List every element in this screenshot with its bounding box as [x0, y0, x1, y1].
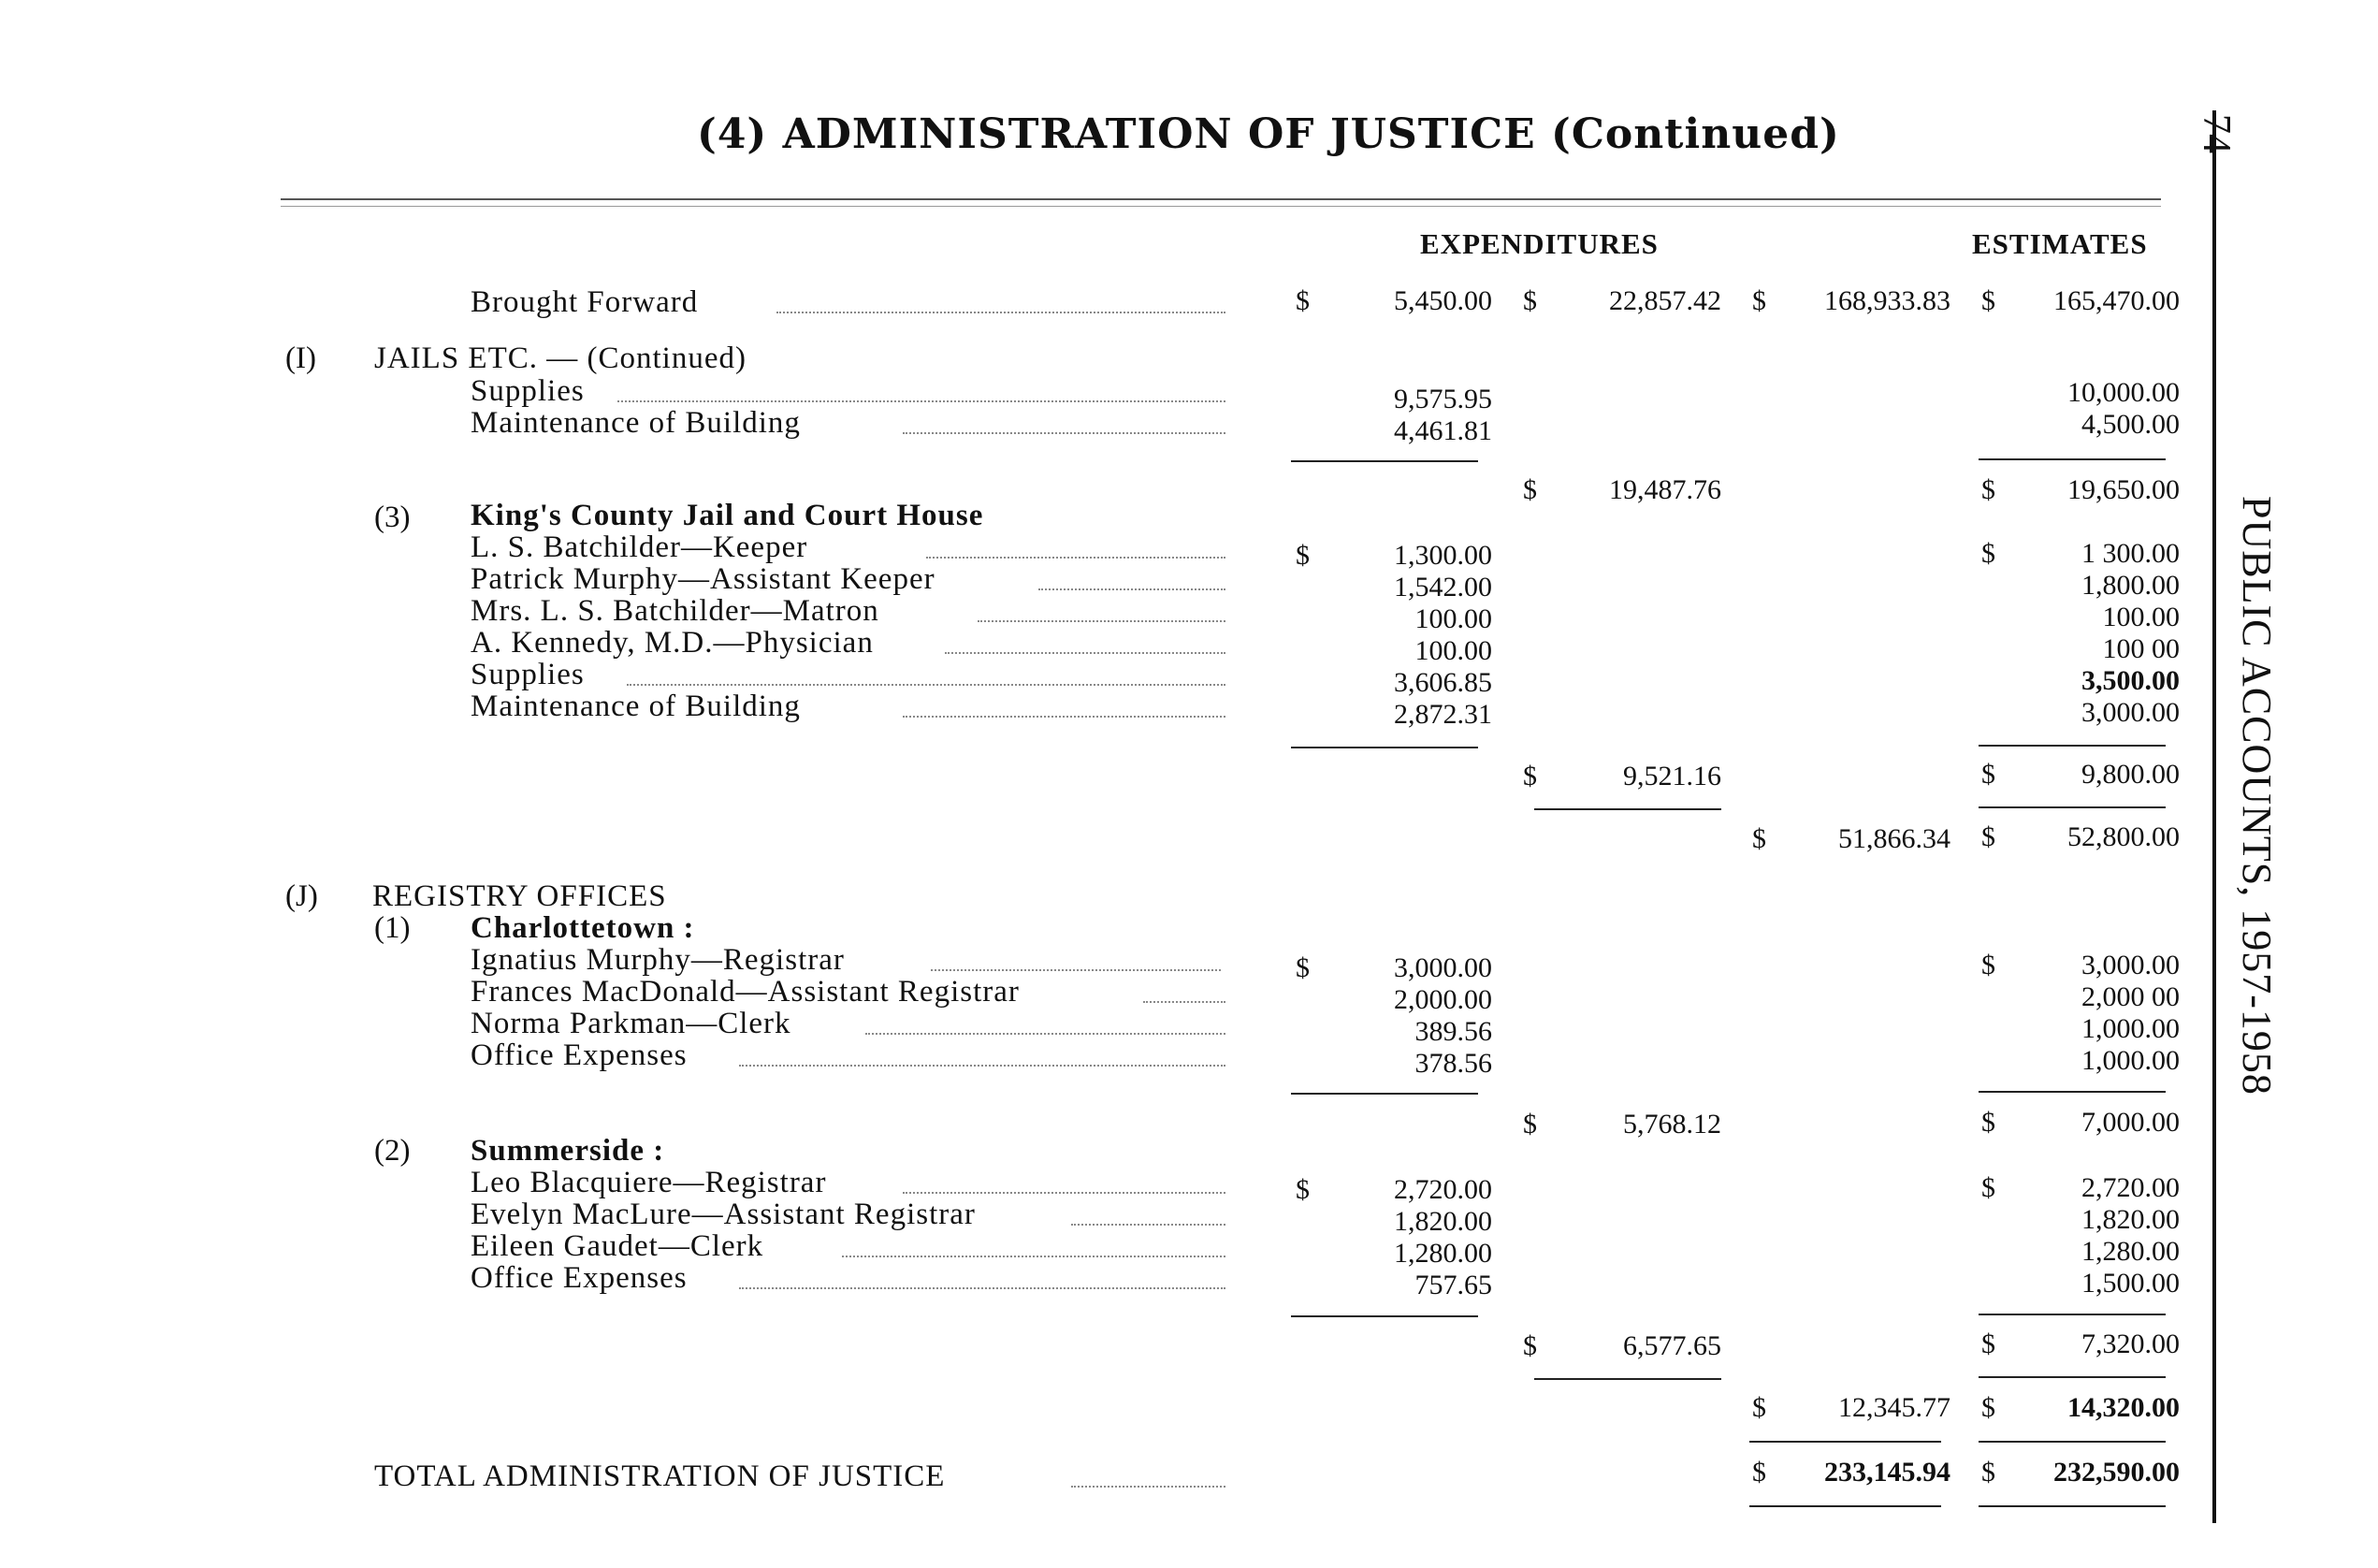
- leader-dots: [903, 716, 1225, 718]
- section-total-estimate: 52,800.00: [2067, 821, 2180, 852]
- subtotal-rule: [1979, 806, 2166, 808]
- section-heading: REGISTRY OFFICES: [372, 879, 667, 913]
- subtotal-estimate: 19,650.00: [2067, 474, 2180, 505]
- leader-dots: [776, 312, 1225, 313]
- item-label: A. Kennedy, M.D.—Physician: [471, 626, 874, 660]
- dollar-sign: $: [1296, 952, 1310, 983]
- brought-forward-estimate: 165,470.00: [2053, 285, 2180, 316]
- brought-forward-col2: 22,857.42: [1609, 285, 1721, 316]
- item-estimate: 1,280.00: [2081, 1236, 2180, 1267]
- item-expenditure: 4,461.81: [1394, 415, 1492, 446]
- leader-dots: [945, 652, 1225, 654]
- item-estimate: 100.00: [2102, 602, 2180, 632]
- grand-total-label: TOTAL ADMINISTRATION OF JUSTICE: [374, 1459, 946, 1493]
- leader-dots: [739, 1287, 1225, 1289]
- dollar-sign: $: [1523, 761, 1537, 791]
- dollar-sign: $: [1296, 1174, 1310, 1205]
- item-estimate: 1,800.00: [2081, 570, 2180, 601]
- dollar-sign: $: [1981, 821, 1995, 852]
- item-estimate: 3,000.00: [2081, 950, 2180, 980]
- item-expenditure: 378.56: [1414, 1048, 1492, 1079]
- subtotal-expenditure: 9,521.16: [1623, 761, 1721, 791]
- subtotal-estimate: 9,800.00: [2081, 759, 2180, 790]
- item-label: Ignatius Murphy—Registrar: [471, 943, 845, 977]
- leader-dots: [617, 400, 1225, 402]
- page-title: (4) ADMINISTRATION OF JUSTICE (Continued): [697, 110, 1840, 158]
- dollar-sign: $: [1981, 474, 1995, 505]
- dollar-sign: $: [1981, 950, 1995, 980]
- running-head: PUBLIC ACCOUNTS, 1957-1958: [2234, 496, 2280, 1096]
- section-total-estimate: 14,320.00: [2067, 1392, 2180, 1423]
- item-estimate: 1,000.00: [2081, 1045, 2180, 1076]
- dollar-sign: $: [1981, 538, 1995, 569]
- item-expenditure: 757.65: [1414, 1270, 1492, 1300]
- subtotal-rule: [1291, 1315, 1478, 1317]
- dollar-sign: $: [1981, 1328, 1995, 1359]
- item-estimate: 2,720.00: [2081, 1172, 2180, 1203]
- dollar-sign: $: [1523, 474, 1537, 505]
- grand-total-estimate: 232,590.00: [2053, 1457, 2180, 1488]
- item-estimate: 4,500.00: [2081, 409, 2180, 440]
- item-expenditure: 2,000.00: [1394, 984, 1492, 1015]
- item-label: Frances MacDonald—Assistant Registrar: [471, 975, 1020, 1009]
- subtotal-expenditure: 19,487.76: [1609, 474, 1721, 505]
- item-expenditure: 9,575.95: [1394, 384, 1492, 414]
- item-label: Eileen Gaudet—Clerk: [471, 1229, 764, 1263]
- dollar-sign: $: [1752, 285, 1766, 316]
- dollar-sign: $: [1296, 285, 1310, 316]
- item-estimate: 10,000.00: [2067, 377, 2180, 408]
- item-label: Evelyn MacLure—Assistant Registrar: [471, 1198, 976, 1231]
- item-estimate: 1 300.00: [2081, 538, 2180, 569]
- item-estimate: 100 00: [2102, 633, 2180, 664]
- top-rule-2: [281, 206, 2161, 207]
- leader-dots: [978, 620, 1225, 622]
- leader-dots: [931, 969, 1221, 971]
- subtotal-estimate: 7,320.00: [2081, 1328, 2180, 1359]
- brought-forward-label: Brought Forward: [471, 285, 699, 319]
- leader-dots: [739, 1065, 1225, 1067]
- subtotal-rule: [1291, 460, 1478, 462]
- brought-forward-col1: 5,450.00: [1394, 285, 1492, 316]
- subsection-marker: (1): [374, 911, 411, 945]
- subtotal-expenditure: 6,577.65: [1623, 1330, 1721, 1361]
- top-rule: [281, 198, 2161, 200]
- item-label: Norma Parkman—Clerk: [471, 1007, 791, 1040]
- subsection-heading: King's County Jail and Court House: [471, 499, 984, 532]
- item-expenditure: 1,300.00: [1394, 540, 1492, 571]
- leader-dots: [865, 1033, 1225, 1035]
- leader-dots: [1143, 1001, 1225, 1003]
- leader-dots: [926, 557, 1225, 559]
- dollar-sign: $: [1296, 540, 1310, 571]
- dollar-sign: $: [1523, 1109, 1537, 1140]
- subsection-marker: (2): [374, 1134, 411, 1168]
- leader-dots: [903, 432, 1225, 434]
- expenditures-header: EXPENDITURES: [1420, 227, 1659, 260]
- item-expenditure: 2,872.31: [1394, 699, 1492, 730]
- section-heading: JAILS ETC. — (Continued): [374, 341, 747, 375]
- dollar-sign: $: [1523, 285, 1537, 316]
- item-estimate: 1,500.00: [2081, 1268, 2180, 1299]
- item-label: Office Expenses: [471, 1038, 688, 1072]
- item-label: Office Expenses: [471, 1261, 688, 1295]
- item-expenditure: 1,542.00: [1394, 572, 1492, 603]
- subtotal-rule: [1534, 808, 1721, 810]
- subsection-heading: Charlottetown :: [471, 911, 695, 945]
- item-expenditure: 1,280.00: [1394, 1238, 1492, 1269]
- dollar-sign: $: [1752, 1457, 1766, 1488]
- dollar-sign: $: [1981, 285, 1995, 316]
- leader-dots: [842, 1256, 1225, 1257]
- section-total: 12,345.77: [1838, 1392, 1950, 1423]
- total-rule: [1979, 1505, 2166, 1507]
- leader-dots: [627, 684, 1225, 686]
- item-estimate: 1,000.00: [2081, 1013, 2180, 1044]
- item-label: Leo Blacquiere—Registrar: [471, 1166, 827, 1199]
- dollar-sign: $: [1523, 1330, 1537, 1361]
- leader-dots: [1071, 1486, 1225, 1488]
- item-expenditure: 1,820.00: [1394, 1206, 1492, 1237]
- dollar-sign: $: [1981, 1172, 1995, 1203]
- dollar-sign: $: [1752, 823, 1766, 854]
- subsection-marker: (3): [374, 501, 411, 534]
- item-label: L. S. Batchilder—Keeper: [471, 530, 808, 564]
- subtotal-rule: [1534, 1378, 1721, 1380]
- item-label: Maintenance of Building: [471, 690, 801, 723]
- item-estimate: 3,000.00: [2081, 697, 2180, 728]
- item-label: Maintenance of Building: [471, 406, 801, 440]
- item-label: Supplies: [471, 658, 585, 691]
- section-total: 51,866.34: [1838, 823, 1950, 854]
- leader-dots: [1038, 588, 1225, 590]
- dollar-sign: $: [1981, 1457, 1995, 1488]
- margin-rule: [2212, 110, 2216, 1523]
- leader-dots: [903, 1192, 1225, 1194]
- item-estimate: 1,820.00: [2081, 1204, 2180, 1235]
- subtotal-rule: [1291, 747, 1478, 748]
- total-rule: [1749, 1441, 1941, 1443]
- subtotal-rule: [1979, 458, 2166, 460]
- subtotal-rule: [1979, 745, 2166, 747]
- subtotal-expenditure: 5,768.12: [1623, 1109, 1721, 1140]
- item-expenditure: 100.00: [1414, 603, 1492, 634]
- item-expenditure: 100.00: [1414, 635, 1492, 666]
- item-label: Mrs. L. S. Batchilder—Matron: [471, 594, 879, 628]
- dollar-sign: $: [1981, 759, 1995, 790]
- item-label: Supplies: [471, 374, 585, 408]
- total-rule: [1979, 1441, 2166, 1443]
- subtotal-rule: [1979, 1314, 2166, 1315]
- subtotal-rule: [1979, 1376, 2166, 1378]
- item-label: Patrick Murphy—Assistant Keeper: [471, 562, 935, 596]
- section-marker: (J): [285, 879, 318, 913]
- brought-forward-col3: 168,933.83: [1824, 285, 1950, 316]
- section-marker: (I): [285, 341, 316, 375]
- subtotal-rule: [1291, 1093, 1478, 1095]
- subtotal-rule: [1979, 1091, 2166, 1093]
- item-expenditure: 3,000.00: [1394, 952, 1492, 983]
- item-estimate: 3,500.00: [2081, 665, 2180, 696]
- item-expenditure: 389.56: [1414, 1016, 1492, 1047]
- item-expenditure: 2,720.00: [1394, 1174, 1492, 1205]
- estimates-header: ESTIMATES: [1972, 227, 2148, 260]
- grand-total-expenditure: 233,145.94: [1824, 1457, 1950, 1488]
- subtotal-estimate: 7,000.00: [2081, 1107, 2180, 1138]
- item-expenditure: 3,606.85: [1394, 667, 1492, 698]
- dollar-sign: $: [1752, 1392, 1766, 1423]
- dollar-sign: $: [1981, 1392, 1995, 1423]
- subsection-heading: Summerside :: [471, 1134, 665, 1168]
- total-rule: [1749, 1505, 1941, 1507]
- leader-dots: [1071, 1224, 1225, 1226]
- page-number: 74: [2195, 114, 2238, 153]
- dollar-sign: $: [1981, 1107, 1995, 1138]
- item-estimate: 2,000 00: [2081, 981, 2180, 1012]
